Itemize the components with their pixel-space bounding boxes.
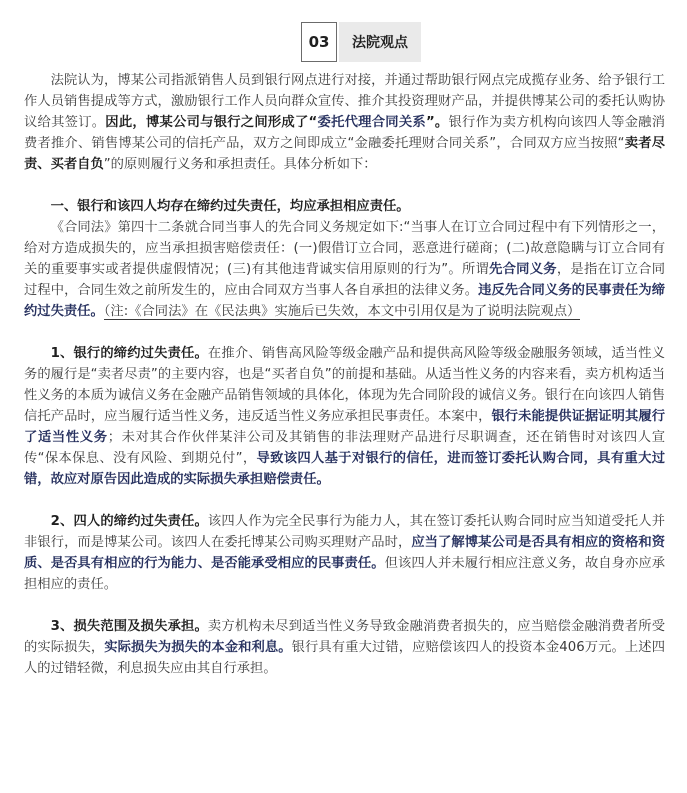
article-body [24,62,665,679]
heading-text: 1、银行的缔约过失责任。 [50,346,208,361]
highlight-text: 导致该四人基于对银行的信任，进而签订委托认购合同，具有重大过错，故应对原告因此造成的实际损失承担赔偿责任。 [24,451,666,487]
text-run: ”的原则履行义务和承担责任。具体分析如下： [103,157,377,172]
text-run: 银行具有重大过错，应赔偿该四人的投资本金406万元。上述四人的过错轻微，利息损失应由其自行承担。 [24,640,665,676]
spacer [24,175,665,196]
text-run: ；未对其合作伙伴某沣公司及其销售的非法理财产品进行尽职调查，还在销售时对该四人宣传“保本保息、没有风险、到期兑付”， [24,430,666,466]
note-text: （注:《合同法》在《民法典》实施后已失效，本文中引用仅是为了说明法院观点） [103,304,581,319]
spacer [24,322,665,343]
text-run: 法院认为，博某公司指派销售人员到银行网点进行对接，并通过帮助银行网点完成揽存业务、给予银行工作人员销售提成等方式，激励银行工作人员向群众宣传、推介其投资理财产品，并提供博某公司的委托认购协议给其签订。 [24,73,665,130]
loss-allocation-paragraph [24,616,665,679]
emphasis-text: 因此，博某公司与银行之间形成了“ [105,115,318,130]
text-run: 但该四人并未履行相应注意义务，故自身亦应承担相应的责任。 [24,556,666,592]
text-run: 该四人作为完全民事行为能力人，其在签订委托认购合同时应当知道受托人并非银行，而是博某公司。该四人在委托博某公司购买理财产品时， [24,514,665,550]
highlight-text: 实际损失为损失的本金和利息。 [104,640,292,655]
highlight-text: 先合同义务 [489,262,557,277]
section-header [24,0,665,62]
investor-liability-paragraph [24,511,665,595]
bank-liability-paragraph [24,343,665,490]
heading-text: 2、四人的缔约过失责任。 [50,514,208,529]
highlight-text: 违反先合同义务的民事责任为缔约过失责任。 [24,283,666,319]
emphasis-text: 卖者尽责、买者自负 [24,136,665,172]
highlight-text: 委托代理合同关系 [317,115,426,130]
heading-text: 一、银行和该四人均存在缔约过失责任，均应承担相应责任。 [50,199,410,214]
section-number-badge: 03 [301,22,337,62]
text-run: 在推介、销售高风险等级金融产品和提供高风险等级金融服务领域，适当性义务的履行是“卖者尽责”的主要内容，也是“买者自负”的前提和基础。从适当性义务的内容来看，卖方机构适当性义务的本质为诚信义务在金融产品销售领域的具体化，体现为先合同阶段的诚信义务。银行在向该四人销售信托产品时，应当履行适当性义务，违反适当性义务应承担民事责任。本案中， [24,346,665,424]
highlight-text: 银行未能提供证据证明其履行了适当性义务 [24,409,665,445]
emphasis-text: ”。 [425,115,449,130]
contract-law-paragraph [24,217,665,322]
highlight-text: 应当了解博某公司是否具有相应的资格和资质、是否具有相应的行为能力、是否能承受相应的民事责任。 [24,535,666,571]
text-run: 银行作为卖方机构向该四人等金融消费者推介、销售博某公司的信托产品，双方之间即成立“金融委托理财合同关系”，合同双方应当按照“ [24,115,666,151]
text-run: 《合同法》第四十二条就合同当事人的先合同义务规定如下:“当事人在订立合同过程中有下列情形之一，给对方造成损失的，应当承担损害赔偿责任：(一)假借订立合同，恶意进行磋商；(二)故意隐瞒与订立合同有关的重要事实或者提供虚假情况；(三)有其他违背诚实信用原则的行为”。所谓 [24,220,665,277]
court-opinion-paragraph [24,70,665,175]
section-heading [24,196,665,217]
text-run: 卖方机构未尽到适当性义务导致金融消费者损失的，应当赔偿金融消费者所受的实际损失， [24,619,665,655]
text-run: ，是指在订立合同过程中，合同生效之前所发生的，应由合同双方当事人各自承担的法律义务。 [24,262,666,298]
section-title: 法院观点 [339,22,421,62]
spacer [24,490,665,511]
spacer [24,595,665,616]
heading-text: 3、损失范围及损失承担。 [50,619,208,634]
